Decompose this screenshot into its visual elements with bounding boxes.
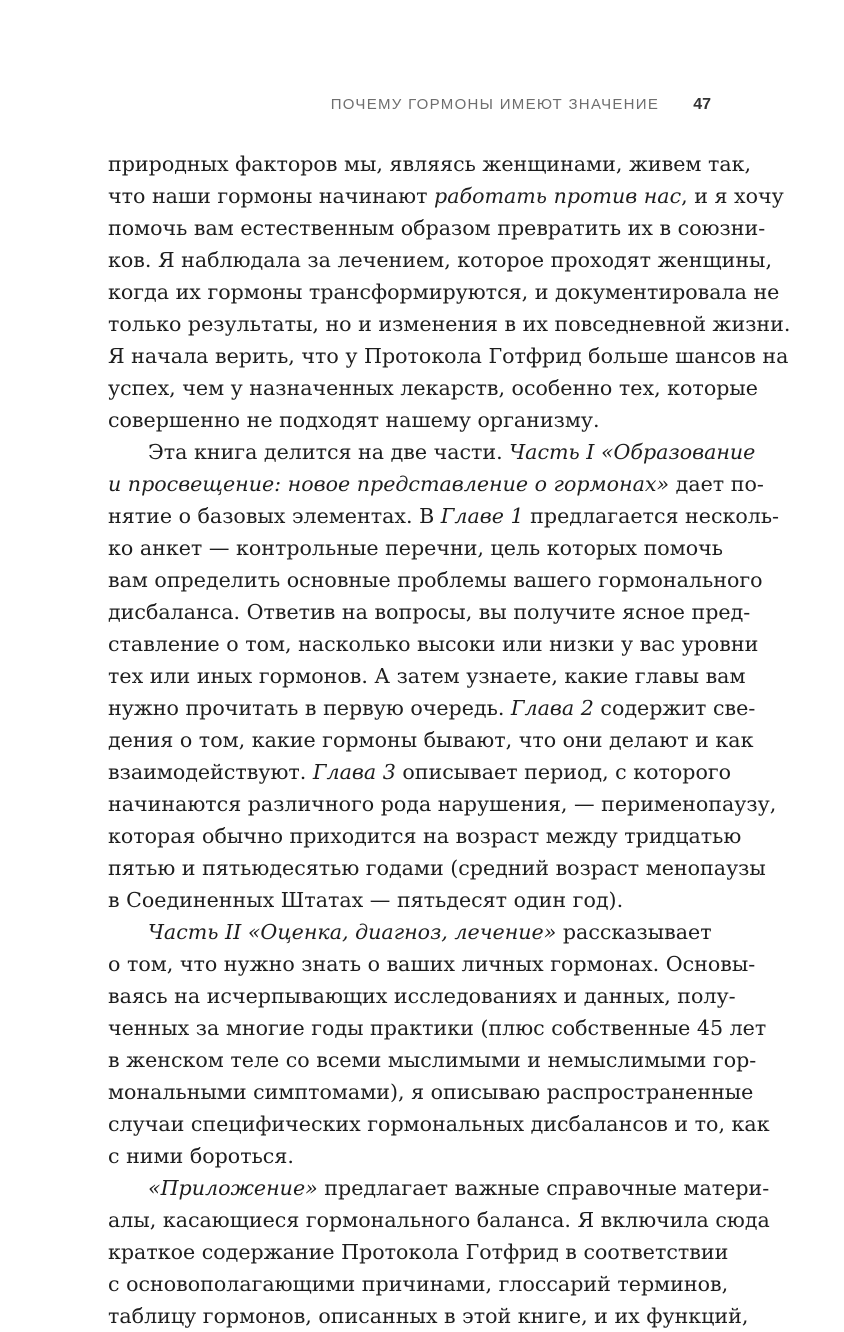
text-line [108, 980, 736, 1012]
text-segment: в Соединенных Штатах — пятьдесят один год). [108, 888, 624, 912]
text-segment: краткое содержание Протокола Готфрид в соответствии [108, 1240, 729, 1264]
text-line [108, 244, 772, 276]
text-segment: содержит све- [593, 696, 756, 720]
text-line [108, 340, 789, 372]
text-segment: рассказывает [556, 920, 712, 944]
text-segment: Я начала верить, что у Протокола Готфрид больше шансов на [108, 344, 789, 368]
text-line [108, 308, 791, 340]
text-line [108, 1044, 757, 1076]
text-segment: нятие о базовых элементах. В [108, 504, 441, 528]
text-line [108, 596, 751, 628]
text-segment: совершенно не подходят нашему организму. [108, 408, 600, 432]
italic-text: Главе 1 [440, 504, 524, 528]
text-line [108, 180, 784, 212]
text-segment: о том, что нужно знать о ваших личных гормонах. Основы- [108, 952, 756, 976]
text-segment: дения о том, какие гормоны бывают, что они делают и как [108, 728, 754, 752]
text-segment: вам определить основные проблемы вашего гормонального [108, 568, 763, 592]
italic-text: Глава 2 [510, 696, 594, 720]
text-line [108, 1076, 754, 1108]
running-title: ПОЧЕМУ ГОРМОНЫ ИМЕЮТ ЗНАЧЕНИЕ [330, 96, 660, 113]
text-segment: Эта книга делится на две части. [148, 440, 510, 464]
text-line [108, 1012, 767, 1044]
text-segment: с основополагающими причинами, глоссарий терминов, [108, 1272, 729, 1296]
body-text [108, 148, 791, 1332]
text-segment: помочь вам естественным образом превратить их в союзни- [108, 216, 766, 240]
text-segment: случаи специфических гормональных дисбалансов и то, как [108, 1112, 770, 1136]
text-line [108, 1236, 729, 1268]
text-line [108, 564, 763, 596]
text-segment: взаимодействуют. [108, 760, 313, 784]
text-line [108, 468, 764, 500]
text-segment: начинаются различного рода нарушения, — перименопаузу, [108, 792, 777, 816]
text-segment: которая обычно приходится на возраст между тридцатью [108, 824, 742, 848]
text-segment: что наши гормоны начинают [108, 184, 435, 208]
text-segment: в женском теле со всеми мыслимыми и немыслимыми гор- [108, 1048, 757, 1072]
text-segment: успех, чем у назначенных лекарств, особенно тех, которые [108, 376, 758, 400]
text-line [108, 404, 711, 436]
paragraph [108, 916, 770, 1172]
text-segment: ставление о том, насколько высоки или низки у вас уровни [108, 632, 759, 656]
text-line [108, 756, 732, 788]
text-segment: ко анкет — контрольные перечни, цель которых помочь [108, 536, 723, 560]
text-line [108, 852, 766, 884]
text-segment: , и я хочу [681, 184, 784, 208]
text-line [108, 660, 746, 692]
italic-text: Часть II «Оценка, диагноз, лечение» [148, 920, 557, 944]
text-line [108, 1204, 770, 1236]
text-segment: с ними бороться. [108, 1144, 294, 1168]
italic-text: Часть I «Образование [509, 440, 756, 464]
running-header [108, 96, 711, 114]
text-line [108, 788, 777, 820]
text-line [108, 1172, 770, 1204]
text-segment: когда их гормоны трансформируются, и документировала не [108, 280, 780, 304]
text-segment: тех или иных гормонов. А затем узнаете, какие главы вам [108, 664, 746, 688]
text-segment: предлагается несколь- [523, 504, 779, 528]
text-line [108, 884, 711, 916]
text-segment: дает по- [669, 472, 764, 496]
text-line [108, 916, 711, 948]
text-line [108, 276, 780, 308]
paragraph [108, 1172, 770, 1332]
text-line [108, 212, 766, 244]
italic-text: и просвещение: новое представление о гормонах» [108, 472, 670, 496]
text-segment: предлагает важные справочные матери- [317, 1176, 770, 1200]
italic-text: работать против нас [434, 184, 682, 208]
text-segment: алы, касающиеся гормонального баланса. Я включила сюда [108, 1208, 770, 1232]
italic-text: «Приложение» [148, 1176, 318, 1200]
text-line [108, 372, 758, 404]
text-line [108, 820, 742, 852]
text-segment: мональными симптомами), я описываю распространенные [108, 1080, 754, 1104]
text-line [108, 532, 723, 564]
text-line [108, 148, 752, 180]
text-segment: нужно прочитать в первую очередь. [108, 696, 511, 720]
text-segment: описывает период, с которого [395, 760, 732, 784]
text-line [108, 628, 759, 660]
text-line [108, 724, 754, 756]
text-segment: ченных за многие годы практики (плюс собственные 45 лет [108, 1016, 767, 1040]
text-line [108, 1108, 770, 1140]
text-line [108, 1268, 729, 1300]
text-segment: таблицу гормонов, описанных в этой книге, и их функций, [108, 1304, 749, 1328]
text-line [108, 692, 756, 724]
text-segment: только результаты, но и изменения в их повседневной жизни. [108, 312, 791, 336]
text-segment: ков. Я наблюдала за лечением, которое проходят женщины, [108, 248, 772, 272]
paragraph [108, 436, 779, 916]
italic-text: Глава 3 [312, 760, 396, 784]
text-segment: природных факторов мы, являясь женщинами, живем так, [108, 152, 752, 176]
paragraph [108, 148, 791, 436]
text-line [108, 1300, 749, 1332]
text-line [108, 1140, 711, 1172]
text-segment: дисбаланса. Ответив на вопросы, вы получите ясное пред- [108, 600, 751, 624]
text-line [108, 500, 779, 532]
text-segment: пятью и пятьюдесятью годами (средний возраст менопаузы [108, 856, 766, 880]
text-line [108, 948, 756, 980]
text-segment: ваясь на исчерпывающих исследованиях и данных, полу- [108, 984, 736, 1008]
text-line [108, 436, 756, 468]
page-number: 47 [693, 96, 711, 113]
